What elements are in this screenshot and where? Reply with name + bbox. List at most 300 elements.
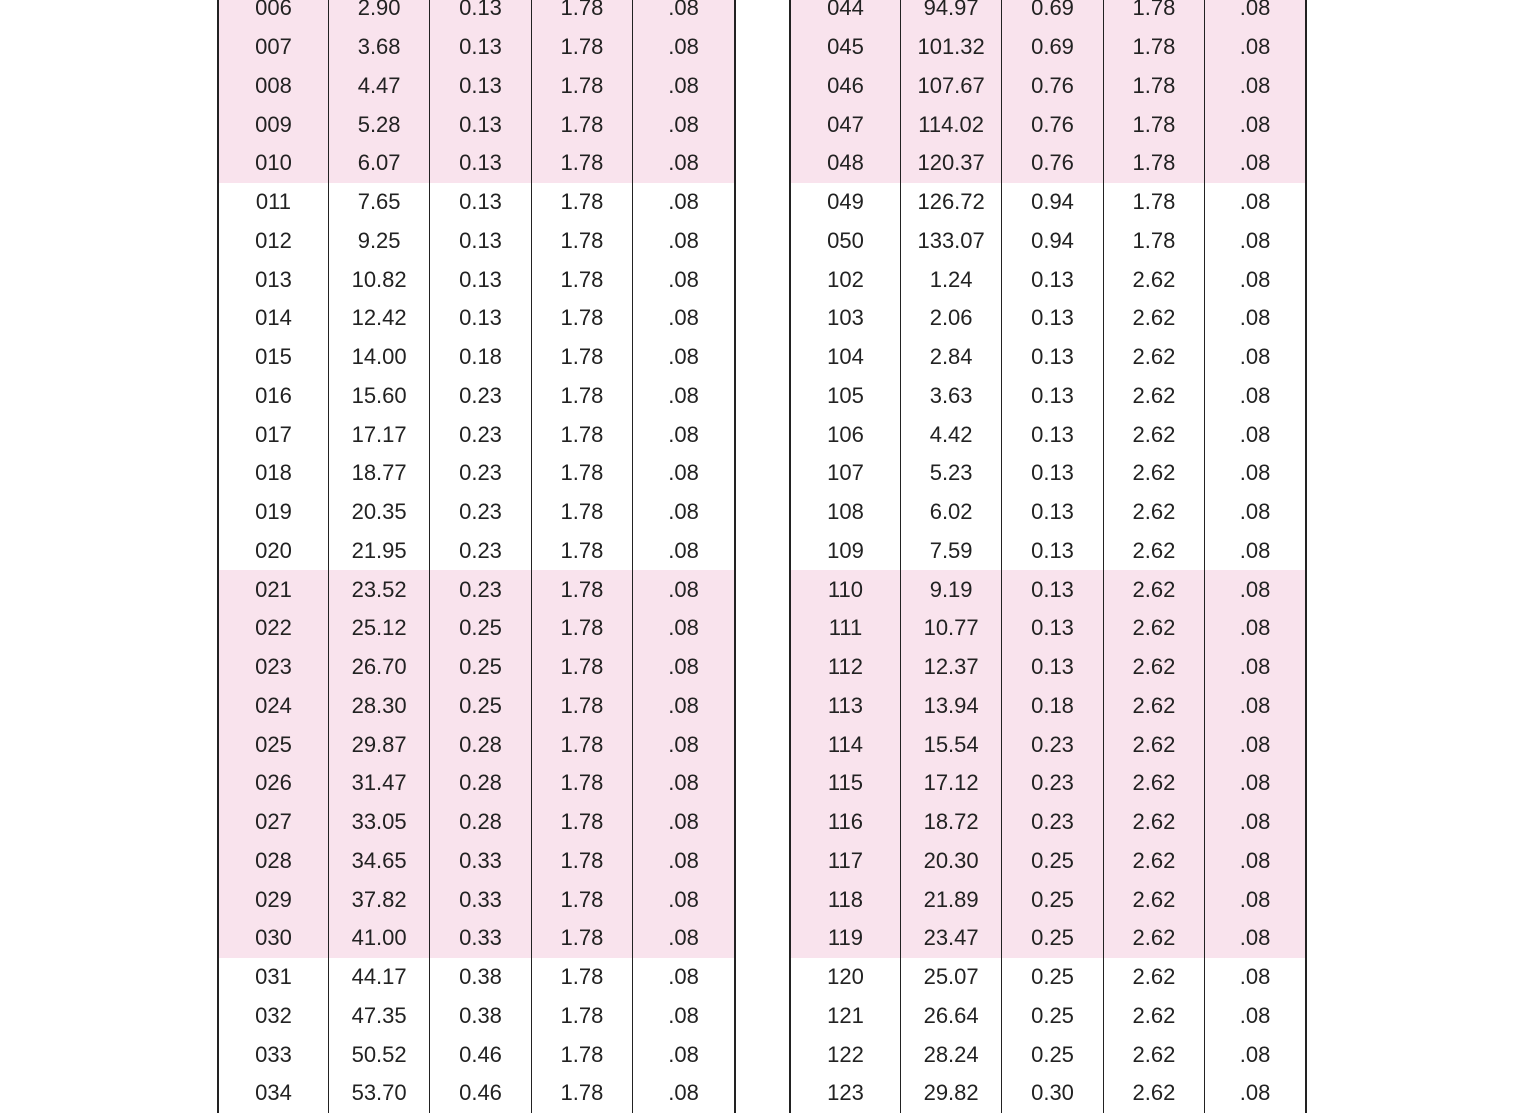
table-cell: 1.78: [531, 648, 632, 687]
table-cell: 21.89: [900, 880, 1001, 919]
table-cell: 045: [790, 28, 900, 67]
table-cell: 032: [255, 1002, 292, 1028]
table-cell: 022: [218, 609, 328, 648]
table-cell: 28.24: [900, 1035, 1001, 1074]
table-cell: 0.23: [1002, 725, 1103, 764]
table-row: [218, 648, 735, 687]
table-cell: .08: [1205, 105, 1306, 144]
table-row: [218, 454, 735, 493]
table-cell: 3.68: [328, 28, 429, 67]
table-cell: 5.23: [900, 454, 1001, 493]
table-cell: 1.78: [1103, 183, 1204, 222]
table-cell: .08: [633, 28, 735, 67]
table-cell: 109: [827, 537, 864, 563]
table-cell: 2.62: [1103, 532, 1204, 571]
table-cell: 0.38: [430, 958, 531, 997]
table-cell: 115: [790, 764, 900, 803]
table-cell: 1.78: [531, 725, 632, 764]
table-cell: 1.78: [531, 67, 632, 106]
table-cell: .08: [1205, 183, 1306, 222]
table-cell: 107: [827, 460, 864, 486]
table-cell: 023: [218, 648, 328, 687]
table-cell: 0.23: [430, 377, 531, 416]
table-cell: 15.54: [900, 725, 1001, 764]
table-cell: 046: [790, 67, 900, 106]
table-row: [790, 1035, 1306, 1074]
table-cell: .08: [1205, 609, 1306, 648]
table-row: [218, 1074, 735, 1113]
table-cell: 0.13: [1002, 338, 1103, 377]
table-cell: 1.78: [1103, 144, 1204, 183]
table-cell: .08: [633, 880, 735, 919]
table-cell: 1.78: [531, 958, 632, 997]
table-cell: 034: [255, 1080, 292, 1106]
table-cell: 33.05: [328, 803, 429, 842]
table-cell: .08: [1205, 648, 1306, 687]
table-cell: 1.78: [531, 532, 632, 571]
table-row: [790, 880, 1306, 919]
table-cell: 6.07: [328, 144, 429, 183]
size-table-left: [217, 0, 736, 1113]
table-cell: 94.97: [900, 0, 1001, 28]
table-row: [218, 570, 735, 609]
table-cell: 101.32: [900, 28, 1001, 67]
table-cell: 0.13: [1002, 532, 1103, 571]
table-cell: 25.07: [900, 958, 1001, 997]
table-cell: .08: [633, 1074, 735, 1113]
table-cell: .08: [633, 183, 735, 222]
table-cell: 2.62: [1103, 377, 1204, 416]
table-cell: 0.23: [1002, 764, 1103, 803]
table-row: [790, 764, 1306, 803]
table-cell: 104: [827, 344, 864, 370]
table-row: [790, 570, 1306, 609]
table-cell: 23.52: [328, 570, 429, 609]
table-cell: 1.78: [531, 222, 632, 261]
table-cell: 12.42: [328, 299, 429, 338]
table-cell: 026: [218, 764, 328, 803]
table-cell: 114.02: [900, 105, 1001, 144]
table-cell: .08: [1205, 67, 1306, 106]
table-cell: 009: [218, 105, 328, 144]
table-row: [790, 648, 1306, 687]
table-cell: 123: [827, 1080, 864, 1106]
table-cell: 5.28: [328, 105, 429, 144]
table-cell: .08: [633, 570, 735, 609]
table-cell: 13.94: [900, 687, 1001, 726]
table-cell: .08: [1205, 222, 1306, 261]
table-row: [218, 880, 735, 919]
table-cell: 0.46: [430, 1074, 531, 1113]
table-cell: 12.37: [900, 648, 1001, 687]
table-cell: .08: [1205, 0, 1306, 28]
table-cell: 021: [218, 570, 328, 609]
table-row: [218, 144, 735, 183]
table-cell: 120.37: [900, 144, 1001, 183]
table-row: [218, 842, 735, 881]
table-cell: 17.12: [900, 764, 1001, 803]
table-cell: .08: [1205, 880, 1306, 919]
table-row: [218, 532, 735, 571]
table-cell: 0.13: [430, 183, 531, 222]
table-row: [790, 609, 1306, 648]
table-cell: 47.35: [328, 997, 429, 1036]
table-cell: 1.78: [1103, 28, 1204, 67]
table-cell: .08: [633, 299, 735, 338]
table-cell: .08: [633, 67, 735, 106]
table-cell: 14.00: [328, 338, 429, 377]
table-cell: .08: [633, 687, 735, 726]
table-cell: 1.78: [531, 0, 632, 28]
table-cell: 108: [827, 499, 864, 525]
table-cell: 0.18: [430, 338, 531, 377]
table-cell: 010: [218, 144, 328, 183]
table-row: [218, 377, 735, 416]
table-cell: 1.78: [531, 299, 632, 338]
table-cell: 2.62: [1103, 958, 1204, 997]
table-cell: 23.47: [900, 919, 1001, 958]
table-cell: 016: [255, 382, 292, 408]
table-cell: 1.78: [531, 105, 632, 144]
table-row: [790, 532, 1306, 571]
table-cell: .08: [1205, 570, 1306, 609]
table-cell: 008: [218, 67, 328, 106]
table-cell: 027: [218, 803, 328, 842]
table-cell: 0.23: [430, 570, 531, 609]
table-cell: 1.78: [531, 803, 632, 842]
table-row: [790, 105, 1306, 144]
table-cell: 0.23: [430, 532, 531, 571]
table-cell: 0.28: [430, 725, 531, 764]
table-cell: 0.28: [430, 764, 531, 803]
table-cell: 1.78: [1103, 105, 1204, 144]
table-cell: 1.78: [1103, 222, 1204, 261]
table-cell: 18.77: [328, 454, 429, 493]
table-cell: .08: [633, 144, 735, 183]
table-cell: 015: [255, 344, 292, 370]
table-cell: .08: [1205, 144, 1306, 183]
table-row: [218, 687, 735, 726]
table-cell: 047: [790, 105, 900, 144]
table-cell: 017: [255, 421, 292, 447]
table-cell: .08: [633, 609, 735, 648]
table-row: [790, 67, 1306, 106]
table-cell: 118: [790, 880, 900, 919]
table-cell: .08: [1205, 377, 1306, 416]
table-cell: 1.78: [1103, 67, 1204, 106]
table-cell: 34.65: [328, 842, 429, 881]
table-cell: 113: [790, 687, 900, 726]
table-cell: 018: [255, 460, 292, 486]
table-cell: .08: [633, 842, 735, 881]
table-cell: 0.13: [430, 299, 531, 338]
table-row: [218, 609, 735, 648]
table-cell: 126.72: [900, 183, 1001, 222]
table-cell: .08: [633, 919, 735, 958]
table-row: [790, 919, 1306, 958]
table-cell: 025: [218, 725, 328, 764]
table-row: [790, 842, 1306, 881]
table-cell: .08: [633, 260, 735, 299]
table-row: [790, 183, 1306, 222]
table-cell: 0.13: [430, 260, 531, 299]
table-row: [790, 222, 1306, 261]
table-cell: 1.78: [531, 454, 632, 493]
table-cell: 0.13: [1002, 493, 1103, 532]
table-cell: .08: [633, 105, 735, 144]
table-cell: 014: [255, 305, 292, 331]
table-cell: .08: [1205, 338, 1306, 377]
table-cell: 2.62: [1103, 687, 1204, 726]
table-cell: 0.13: [1002, 609, 1103, 648]
table-cell: 119: [790, 919, 900, 958]
table-cell: 0.23: [430, 493, 531, 532]
table-cell: 20.30: [900, 842, 1001, 881]
table-cell: 1.78: [531, 997, 632, 1036]
table-cell: 7.65: [328, 183, 429, 222]
table-cell: 2.62: [1103, 570, 1204, 609]
table-cell: 2.62: [1103, 648, 1204, 687]
table-cell: 0.13: [1002, 415, 1103, 454]
table-cell: 121: [827, 1002, 864, 1028]
table-cell: 1.24: [900, 260, 1001, 299]
table-row: [790, 493, 1306, 532]
table-row: [218, 105, 735, 144]
table-cell: 1.78: [531, 28, 632, 67]
table-cell: 31.47: [328, 764, 429, 803]
table-cell: .08: [633, 377, 735, 416]
table-row: [790, 958, 1306, 997]
table-cell: 0.94: [1002, 222, 1103, 261]
table-cell: .08: [1205, 803, 1306, 842]
table-cell: 2.90: [328, 0, 429, 28]
table-cell: .08: [1205, 28, 1306, 67]
table-cell: 2.62: [1103, 1074, 1204, 1113]
table-cell: 050: [827, 227, 864, 253]
table-cell: 120: [827, 964, 864, 990]
table-cell: 103: [827, 305, 864, 331]
table-cell: 10.82: [328, 260, 429, 299]
table-cell: .08: [633, 493, 735, 532]
table-cell: 030: [218, 919, 328, 958]
table-cell: 2.62: [1103, 1035, 1204, 1074]
table-cell: 102: [827, 266, 864, 292]
table-cell: 116: [790, 803, 900, 842]
table-cell: 044: [790, 0, 900, 28]
table-cell: 26.64: [900, 997, 1001, 1036]
table-row: [218, 493, 735, 532]
table-cell: .08: [633, 648, 735, 687]
table-row: [218, 67, 735, 106]
table-cell: .08: [633, 415, 735, 454]
table-row: [218, 997, 735, 1036]
table-cell: 2.62: [1103, 997, 1204, 1036]
table-cell: 020: [255, 537, 292, 563]
table-cell: .08: [633, 958, 735, 997]
table-cell: 106: [827, 421, 864, 447]
table-cell: .08: [1205, 299, 1306, 338]
table-cell: 0.33: [430, 880, 531, 919]
table-cell: 112: [790, 648, 900, 687]
table-cell: 133.07: [900, 222, 1001, 261]
table-cell: 25.12: [328, 609, 429, 648]
table-row: [790, 260, 1306, 299]
table-row: [218, 260, 735, 299]
table-cell: 2.62: [1103, 803, 1204, 842]
table-cell: 44.17: [328, 958, 429, 997]
table-row: [790, 997, 1306, 1036]
table-cell: 0.13: [1002, 648, 1103, 687]
table-cell: 0.25: [430, 687, 531, 726]
table-cell: .08: [1205, 842, 1306, 881]
table-cell: 0.69: [1002, 0, 1103, 28]
table-cell: 0.30: [1002, 1074, 1103, 1113]
table-cell: 0.25: [1002, 958, 1103, 997]
table-cell: .08: [633, 764, 735, 803]
table-cell: 1.78: [531, 919, 632, 958]
table-cell: 0.18: [1002, 687, 1103, 726]
table-cell: 1.78: [531, 842, 632, 881]
table-cell: 2.62: [1103, 299, 1204, 338]
table-cell: 1.78: [531, 183, 632, 222]
table-row: [218, 0, 735, 28]
table-cell: 0.13: [1002, 299, 1103, 338]
table-cell: .08: [1205, 1035, 1306, 1074]
table-cell: 111: [790, 609, 900, 648]
table-row: [218, 958, 735, 997]
table-row: [218, 803, 735, 842]
table-cell: 019: [255, 499, 292, 525]
table-cell: 1.78: [531, 260, 632, 299]
table-cell: .08: [633, 532, 735, 571]
table-cell: .08: [1205, 764, 1306, 803]
table-cell: .08: [1205, 415, 1306, 454]
table-cell: .08: [1205, 687, 1306, 726]
table-cell: 105: [827, 382, 864, 408]
table-cell: 0.13: [430, 0, 531, 28]
table-cell: .08: [1205, 1074, 1306, 1113]
table-cell: 1.78: [531, 493, 632, 532]
table-cell: 0.25: [430, 648, 531, 687]
table-row: [790, 377, 1306, 416]
size-table-right: [789, 0, 1307, 1113]
table-row: [218, 183, 735, 222]
table-cell: 1.78: [531, 377, 632, 416]
table-cell: 107.67: [900, 67, 1001, 106]
table-row: [218, 299, 735, 338]
table-cell: 2.62: [1103, 842, 1204, 881]
table-row: [790, 1074, 1306, 1113]
table-cell: 6.02: [900, 493, 1001, 532]
table-cell: 1.78: [531, 1035, 632, 1074]
table-cell: .08: [633, 803, 735, 842]
table-cell: 29.82: [900, 1074, 1001, 1113]
table-cell: 2.84: [900, 338, 1001, 377]
table-cell: 1.78: [531, 1074, 632, 1113]
table-cell: .08: [1205, 725, 1306, 764]
table-row: [218, 222, 735, 261]
table-cell: 18.72: [900, 803, 1001, 842]
table-cell: 013: [255, 266, 292, 292]
table-cell: 2.62: [1103, 880, 1204, 919]
table-cell: 1.78: [531, 415, 632, 454]
table-cell: 024: [218, 687, 328, 726]
table-cell: 033: [255, 1041, 292, 1067]
table-row: [790, 299, 1306, 338]
table-cell: 2.62: [1103, 338, 1204, 377]
table-cell: 41.00: [328, 919, 429, 958]
table-row: [218, 338, 735, 377]
table-row: [790, 454, 1306, 493]
table-row: [790, 415, 1306, 454]
table-cell: 007: [218, 28, 328, 67]
table-cell: 10.77: [900, 609, 1001, 648]
table-row: [790, 803, 1306, 842]
table-cell: 0.13: [1002, 377, 1103, 416]
table-row: [790, 28, 1306, 67]
table-cell: 2.62: [1103, 415, 1204, 454]
table-row: [218, 415, 735, 454]
table-cell: 0.13: [1002, 454, 1103, 493]
table-cell: 2.62: [1103, 919, 1204, 958]
table-cell: 0.13: [430, 28, 531, 67]
table-cell: 28.30: [328, 687, 429, 726]
table-cell: 50.52: [328, 1035, 429, 1074]
table-cell: 17.17: [328, 415, 429, 454]
table-cell: 0.13: [1002, 570, 1103, 609]
table-cell: .08: [633, 1035, 735, 1074]
table-cell: 3.63: [900, 377, 1001, 416]
table-cell: 0.25: [1002, 919, 1103, 958]
table-cell: .08: [633, 725, 735, 764]
table-cell: 4.47: [328, 67, 429, 106]
table-cell: 4.42: [900, 415, 1001, 454]
table-cell: .08: [633, 222, 735, 261]
table-cell: 0.25: [1002, 1035, 1103, 1074]
table-cell: .08: [633, 997, 735, 1036]
table-cell: 0.23: [430, 415, 531, 454]
table-cell: 0.46: [430, 1035, 531, 1074]
table-cell: 0.76: [1002, 67, 1103, 106]
table-cell: 0.25: [1002, 842, 1103, 881]
table-cell: 0.25: [430, 609, 531, 648]
table-row: [790, 0, 1306, 28]
table-row: [790, 144, 1306, 183]
table-cell: 0.13: [430, 67, 531, 106]
table-cell: 0.23: [430, 454, 531, 493]
table-cell: 0.25: [1002, 880, 1103, 919]
table-cell: 0.69: [1002, 28, 1103, 67]
table-cell: 0.28: [430, 803, 531, 842]
table-cell: 0.13: [1002, 260, 1103, 299]
table-cell: 2.62: [1103, 454, 1204, 493]
table-cell: 15.60: [328, 377, 429, 416]
table-cell: 012: [255, 227, 292, 253]
table-cell: 20.35: [328, 493, 429, 532]
table-cell: .08: [633, 454, 735, 493]
table-cell: 0.33: [430, 842, 531, 881]
table-cell: 049: [827, 189, 864, 215]
table-cell: 9.25: [328, 222, 429, 261]
table-row: [218, 28, 735, 67]
table-cell: 2.62: [1103, 725, 1204, 764]
table-cell: 0.76: [1002, 105, 1103, 144]
table-cell: .08: [633, 338, 735, 377]
table-cell: 9.19: [900, 570, 1001, 609]
table-row: [790, 338, 1306, 377]
table-cell: 117: [790, 842, 900, 881]
table-cell: 0.13: [430, 144, 531, 183]
